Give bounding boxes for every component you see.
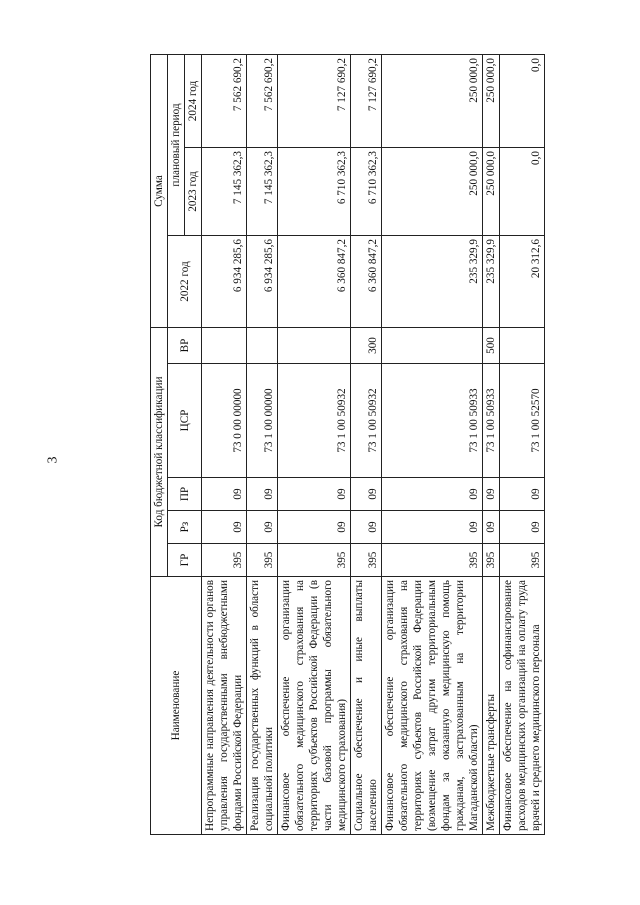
- row-2022: 235 329,9: [382, 235, 483, 327]
- row-pr: 09: [500, 478, 545, 511]
- header-code-group: Код бюджетной классификации: [151, 327, 168, 576]
- header-csr: ЦСР: [168, 364, 202, 478]
- row-pr: 09: [278, 478, 351, 511]
- row-pr: 09: [202, 478, 247, 511]
- header-2024: 2024 год: [185, 54, 202, 147]
- table-row: [351, 54, 382, 834]
- row-2024: 7 562 690,2: [247, 54, 278, 147]
- row-csr: 73 1 00 50933: [483, 364, 500, 478]
- table-row: [500, 54, 545, 834]
- row-vr: [500, 327, 545, 363]
- header-sum: Сумма: [151, 54, 168, 327]
- table-row: [278, 54, 351, 834]
- header-name: Наименование: [151, 577, 202, 835]
- row-csr: 73 1 00 50933: [382, 364, 483, 478]
- row-rz: 09: [247, 511, 278, 544]
- row-gr: 395: [500, 544, 545, 577]
- row-gr: 395: [247, 544, 278, 577]
- row-vr: 500: [483, 327, 500, 363]
- row-2023: 7 145 362,3: [202, 147, 247, 235]
- row-csr: 73 1 00 00000: [247, 364, 278, 478]
- table-row: [483, 54, 500, 834]
- row-vr: [247, 327, 278, 363]
- header-2022: 2022 год: [168, 235, 202, 327]
- row-vr: [382, 327, 483, 363]
- row-name: Межбюджетные трансферты: [483, 577, 500, 835]
- row-2023: 6 710 362,3: [278, 147, 351, 235]
- row-rz: 09: [351, 511, 382, 544]
- row-vr: 300: [351, 327, 382, 363]
- row-name: Финансовое обеспечение организации обязательного медицинского страхования на территориях субъектов Российской Федерации (возмещение затрат другим территориальным фондам за оказанную медицинскую помощь гражданам, застрахованным на территории Магаданской области): [382, 577, 483, 835]
- row-2024: 7 127 690,2: [351, 54, 382, 147]
- table-row: [247, 54, 278, 834]
- row-vr: [278, 327, 351, 363]
- row-name: Реализация государственных функций в области социальной политики: [247, 577, 278, 835]
- header-planned-period: плановый период: [168, 54, 185, 235]
- row-2022: 20 312,6: [500, 235, 545, 327]
- row-name: Финансовое обеспечение на софинансирование расходов медицинских организаций на оплату труда врачей и среднего медицинского персонала: [500, 577, 545, 835]
- row-gr: 395: [382, 544, 483, 577]
- row-name: Социальное обеспечение и иные выплаты населению: [351, 577, 382, 835]
- row-pr: 09: [483, 478, 500, 511]
- table-row: [202, 54, 247, 834]
- row-2022: 6 934 285,6: [247, 235, 278, 327]
- row-pr: 09: [351, 478, 382, 511]
- row-rz: 09: [278, 511, 351, 544]
- row-rz: 09: [202, 511, 247, 544]
- budget-table: [150, 54, 545, 835]
- row-2024: 7 127 690,2: [278, 54, 351, 147]
- row-gr: 395: [202, 544, 247, 577]
- row-gr: 395: [351, 544, 382, 577]
- row-rz: 09: [500, 511, 545, 544]
- header-pr: ПР: [168, 478, 202, 511]
- row-2023: 250 000,0: [483, 147, 500, 235]
- row-2024: 250 000,0: [382, 54, 483, 147]
- row-pr: 09: [382, 478, 483, 511]
- rotated-table-container: [150, 55, 630, 835]
- row-gr: 395: [278, 544, 351, 577]
- row-pr: 09: [247, 478, 278, 511]
- row-2023: 0,0: [500, 147, 545, 235]
- row-name: Непрограммные направления деятельности органов управления государственными внебюджетными фондами Российской Федерации: [202, 577, 247, 835]
- row-2022: 6 934 285,6: [202, 235, 247, 327]
- row-2022: 6 360 847,2: [351, 235, 382, 327]
- row-2024: 0,0: [500, 54, 545, 147]
- row-csr: 73 1 00 50932: [278, 364, 351, 478]
- row-csr: 73 1 00 52570: [500, 364, 545, 478]
- header-2023: 2023 год: [185, 147, 202, 235]
- row-2023: 6 710 362,3: [351, 147, 382, 235]
- row-2022: 6 360 847,2: [278, 235, 351, 327]
- table-row: [382, 54, 483, 834]
- row-csr: 73 1 00 50932: [351, 364, 382, 478]
- header-rz: Рз: [168, 511, 202, 544]
- row-vr: [202, 327, 247, 363]
- row-2023: 7 145 362,3: [247, 147, 278, 235]
- row-2022: 235 329,9: [483, 235, 500, 327]
- page-number: 3: [45, 456, 61, 464]
- row-csr: 73 0 00 00000: [202, 364, 247, 478]
- row-name: Финансовое обеспечение организации обязательного медицинского страхования на территориях субъектов Российской Федерации (в части базовой программы обязательного медицинского страхования): [278, 577, 351, 835]
- row-2023: 250 000,0: [382, 147, 483, 235]
- row-2024: 7 562 690,2: [202, 54, 247, 147]
- row-gr: 395: [483, 544, 500, 577]
- header-gr: ГР: [168, 544, 202, 577]
- row-rz: 09: [382, 511, 483, 544]
- row-2024: 250 000,0: [483, 54, 500, 147]
- header-vr: ВР: [168, 327, 202, 363]
- row-rz: 09: [483, 511, 500, 544]
